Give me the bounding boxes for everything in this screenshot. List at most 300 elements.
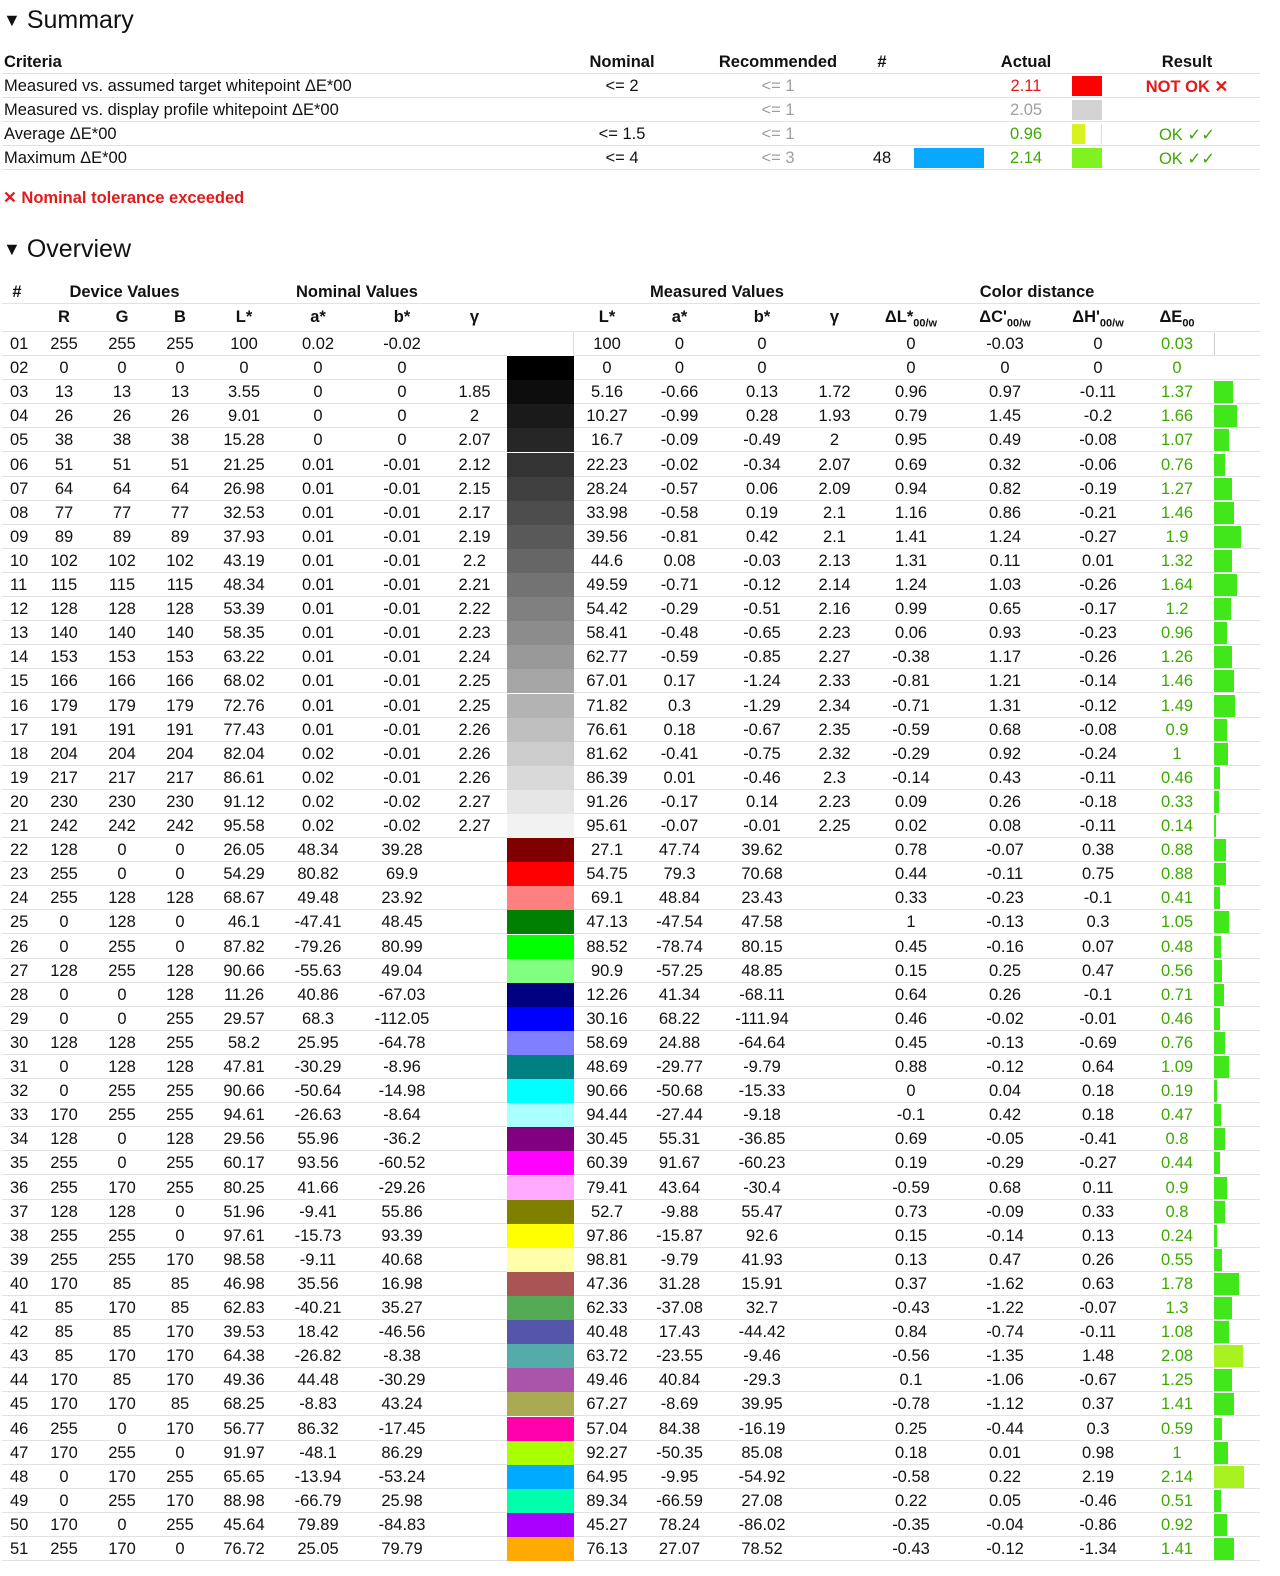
delta-c-cell: 0.43	[988, 768, 1022, 787]
delta-l-cell: 0	[906, 335, 916, 353]
b-cell: 255	[166, 1106, 194, 1125]
delta-e-cell: 0.14	[1160, 817, 1194, 835]
nominal-a-cell: -47.41	[294, 913, 342, 932]
status-swatch	[1072, 100, 1102, 120]
measured-gamma-cell: 2.32	[818, 744, 851, 763]
measured-b-cell: -0.46	[743, 768, 781, 787]
nominal-l-cell: 98.58	[223, 1250, 265, 1269]
delta-h-cell: 0.47	[1081, 961, 1115, 980]
r-cell: 0	[59, 985, 69, 1004]
measured-b-cell: -16.19	[738, 1419, 786, 1438]
b-cell: 170	[166, 1347, 194, 1366]
delta-e-cell: 0.71	[1160, 985, 1194, 1004]
measured-a-cell: 17.43	[658, 1323, 701, 1342]
nominal-gamma-cell: 2.2	[463, 551, 486, 570]
color-swatch	[507, 1441, 574, 1465]
delta-l-cell: 0.69	[894, 1130, 928, 1149]
delta-c-cell: -1.06	[986, 1371, 1024, 1390]
r-cell: 204	[50, 744, 78, 763]
color-swatch	[507, 814, 574, 838]
nominal-a-cell: 86.32	[297, 1419, 339, 1438]
color-swatch	[507, 1296, 574, 1320]
r-cell: 115	[50, 576, 78, 594]
g-cell: 128	[108, 1058, 136, 1076]
nominal-b-cell: 0	[397, 359, 407, 378]
patch-number-cell: 21	[10, 817, 29, 835]
measured-a-cell: -0.71	[660, 576, 699, 594]
nominal-gamma-cell: 2.15	[458, 479, 491, 498]
overview-row	[2, 356, 1260, 380]
overview-row	[2, 1031, 1260, 1055]
delta-l-cell: 0.33	[894, 889, 928, 908]
delta-c-cell: -0.07	[986, 841, 1024, 860]
delta-e-cell: 1.27	[1160, 479, 1194, 498]
measured-gamma-cell: 2.33	[818, 672, 851, 691]
delta-e-bar	[1214, 984, 1224, 1006]
measured-b-cell: 80.15	[741, 937, 783, 956]
overview-row	[2, 910, 1260, 934]
delta-h-cell: 0.37	[1081, 1395, 1115, 1414]
patch-number-cell: 08	[10, 503, 29, 522]
nominal-b-cell: -60.52	[378, 1154, 426, 1173]
patch-number-cell: 50	[10, 1515, 29, 1534]
nominal-a-cell: 0.02	[301, 768, 335, 787]
patch-number-cell: 27	[10, 961, 29, 980]
actual-cell: 2.11	[1010, 77, 1042, 95]
gamma-header: γ	[469, 308, 480, 326]
g-cell: 0	[117, 865, 127, 884]
b-cell: 166	[166, 672, 194, 691]
r-cell: 0	[59, 913, 69, 932]
patch-number-cell: 09	[10, 527, 29, 546]
worst-patch-swatch	[914, 148, 984, 168]
delta-l-cell: 0.15	[894, 961, 928, 980]
color-swatch	[507, 1151, 574, 1175]
patch-number-cell: 10	[10, 551, 29, 570]
measured-l-cell: 98.81	[586, 1250, 628, 1269]
delta-h-cell: -0.86	[1079, 1515, 1117, 1534]
nominal-b-cell: 0	[397, 431, 407, 450]
delta-c-cell: 0.97	[988, 383, 1022, 402]
r-cell: 170	[50, 1371, 78, 1390]
measured-b-cell: 0.06	[745, 479, 779, 498]
status-swatch	[1072, 148, 1102, 168]
delta-e-bar	[1214, 381, 1233, 403]
overview-row	[2, 1320, 1260, 1344]
measured-gamma-cell: 2.23	[818, 792, 851, 811]
delta-c-cell: 0.68	[988, 1178, 1022, 1197]
delta-c-cell: 1.31	[988, 696, 1022, 715]
delta-e-bar	[1214, 1008, 1220, 1030]
status-swatch	[1072, 124, 1102, 144]
g-cell: 0	[117, 1515, 127, 1534]
g-cell: 128	[108, 889, 136, 908]
r-header: R	[58, 308, 70, 326]
measured-a-cell: -23.55	[656, 1347, 703, 1366]
overview-column-header-row	[2, 305, 1260, 332]
color-swatch	[507, 1417, 574, 1441]
nominal-gamma-cell: 2.17	[458, 503, 491, 522]
nominal-a-cell: -48.1	[299, 1443, 337, 1462]
measured-a-cell: -0.07	[660, 817, 699, 835]
delta-l-cell: 0	[906, 1082, 916, 1101]
delta-h-cell: -0.27	[1079, 527, 1117, 546]
b-cell: 217	[166, 768, 194, 787]
g-cell: 242	[108, 817, 136, 835]
measured-a-header: a*	[671, 308, 688, 326]
patch-number-cell: 48	[10, 1467, 29, 1486]
delta-c-cell: 1.45	[988, 407, 1022, 426]
nominal-b-cell: -0.02	[383, 335, 421, 353]
nominal-b-cell: 86.29	[381, 1443, 423, 1462]
nominal-b-cell: -84.83	[378, 1515, 426, 1534]
nominal-gamma-cell: 2.26	[458, 744, 491, 763]
delta-l-cell: -0.81	[892, 672, 930, 691]
measured-gamma-cell: 2.09	[818, 479, 851, 498]
patch-number-cell: 48	[872, 149, 892, 167]
delta-h-cell: -0.06	[1079, 455, 1117, 474]
delta-c-cell: -0.16	[986, 937, 1024, 956]
overview-row	[2, 1489, 1260, 1513]
color-swatch	[507, 597, 574, 621]
delta-h-cell: -1.34	[1079, 1540, 1117, 1558]
b-cell: 255	[166, 1154, 194, 1173]
delta-h-cell: 0.63	[1081, 1274, 1115, 1293]
nominal-b-cell: -0.01	[383, 696, 421, 715]
delta-l-cell: 0.99	[894, 600, 928, 619]
nominal-b-cell: -8.38	[383, 1347, 421, 1366]
delta-l-cell: 0.45	[894, 937, 928, 956]
delta-e-cell: 0.96	[1160, 624, 1194, 643]
delta-c-cell: 0.49	[988, 431, 1022, 450]
nominal-l-cell: 68.02	[223, 672, 265, 691]
delta-e-bar	[1214, 598, 1231, 620]
r-cell: 255	[50, 865, 78, 884]
delta-e-bar	[1214, 863, 1226, 885]
delta-l-cell: 0.78	[894, 841, 928, 860]
tolerance-warning: ✕ Nominal tolerance exceeded	[3, 189, 245, 207]
measured-a-cell: -0.17	[660, 792, 699, 811]
measured-l-cell: 71.82	[586, 696, 628, 715]
delta-c-cell: -0.13	[986, 1033, 1024, 1052]
delta-e-cell: 0.47	[1160, 1106, 1194, 1125]
nominal-a-cell: 0.01	[301, 503, 335, 522]
nominal-b-cell: 55.86	[381, 1202, 423, 1221]
measured-b-cell: 70.68	[741, 865, 783, 884]
measured-b-cell: -64.64	[738, 1033, 786, 1052]
delta-e-cell: 1	[1172, 1443, 1182, 1462]
delta-h-cell: 2.19	[1081, 1467, 1115, 1486]
overview-row	[2, 1176, 1260, 1200]
color-swatch	[507, 718, 574, 742]
color-swatch	[507, 1200, 574, 1224]
delta-c-cell: -0.13	[986, 913, 1024, 932]
delta-c-header: $\Delta C'_{00/w}$	[979, 308, 1031, 330]
measured-a-cell: -9.95	[660, 1467, 699, 1486]
delta-e-bar	[1214, 936, 1221, 958]
color-swatch	[507, 332, 574, 356]
overview-row	[2, 1248, 1260, 1272]
nominal-a-cell: -26.82	[294, 1347, 342, 1366]
delta-l-cell: -0.38	[892, 648, 930, 667]
patch-number-cell: 23	[10, 865, 29, 884]
b-cell: 230	[166, 792, 194, 811]
nominal-l-cell: 87.82	[223, 937, 265, 956]
color-swatch	[507, 501, 574, 525]
measured-b-cell: -44.42	[738, 1323, 786, 1342]
delta-e-bar	[1214, 405, 1237, 427]
overview-row	[2, 838, 1260, 862]
nominal-a-cell: -30.29	[294, 1058, 342, 1076]
delta-h-cell: 0.13	[1081, 1226, 1115, 1245]
g-cell: 204	[108, 744, 136, 763]
summary-header-row	[2, 50, 1260, 74]
delta-e-bar	[1214, 454, 1225, 476]
delta-e-bar	[1214, 743, 1228, 765]
overview-row	[2, 621, 1260, 645]
b-cell: 255	[166, 335, 194, 353]
actual-cell: 2.05	[1009, 101, 1043, 119]
patch-number-cell: 32	[10, 1082, 29, 1101]
measured-l-cell: 57.04	[586, 1419, 628, 1438]
r-cell: 170	[50, 1515, 78, 1534]
nominal-b-cell: -0.01	[383, 720, 421, 739]
r-cell: 191	[50, 720, 78, 739]
delta-h-cell: -0.69	[1079, 1033, 1117, 1052]
measured-gamma-cell: 2.07	[818, 455, 851, 474]
b-cell: 0	[175, 1443, 185, 1462]
measured-a-cell: 68.22	[658, 1009, 701, 1028]
b-cell: 85	[170, 1395, 190, 1414]
delta-h-cell: -0.26	[1079, 576, 1117, 594]
patch-number-cell: 44	[10, 1371, 29, 1390]
nominal-b-cell: 40.68	[381, 1250, 423, 1269]
g-cell: 255	[108, 1106, 136, 1125]
nominal-b-cell: 0	[397, 383, 407, 402]
measured-b-cell: -68.11	[739, 985, 785, 1004]
measured-l-cell: 100	[593, 335, 621, 353]
nominal-b-cell: -112.05	[374, 1009, 430, 1028]
overview-row	[2, 1344, 1260, 1368]
delta-c-cell: -1.62	[986, 1274, 1024, 1293]
delta-e-cell: 0.92	[1160, 1515, 1194, 1534]
nominal-l-cell: 26.98	[223, 479, 265, 498]
nominal-b-cell: -64.78	[378, 1033, 426, 1052]
result-cell: OK ✓✓	[1158, 126, 1216, 144]
delta-e-cell: 1.64	[1160, 576, 1194, 594]
color-swatch	[507, 1489, 574, 1513]
delta-l-cell: -0.59	[892, 720, 930, 739]
b-cell: 0	[175, 937, 185, 956]
delta-e-cell: 0.33	[1160, 792, 1194, 811]
delta-e-bar	[1214, 622, 1227, 644]
g-cell: 170	[108, 1347, 136, 1366]
b-cell: 0	[175, 1202, 185, 1221]
patch-number-cell: 30	[10, 1033, 29, 1052]
overview-row	[2, 742, 1260, 766]
measured-l-cell: 30.45	[586, 1130, 628, 1149]
overview-row	[2, 501, 1260, 525]
delta-e-bar	[1214, 1128, 1225, 1150]
r-cell: 255	[50, 1540, 78, 1558]
b-cell: 170	[166, 1371, 194, 1390]
delta-e-bar	[1214, 695, 1235, 717]
measured-a-cell: 55.31	[658, 1130, 701, 1149]
recommended-header: Recommended	[718, 53, 838, 71]
delta-l-cell: -0.58	[892, 1467, 930, 1486]
overview-row	[2, 1007, 1260, 1031]
nominal-a-cell: 0.01	[301, 479, 335, 498]
delta-e-bar	[1214, 1393, 1234, 1415]
delta-e-cell: 0.59	[1160, 1419, 1194, 1438]
collapse-triangle-icon[interactable]: ▼	[3, 10, 21, 30]
measured-a-cell: -0.57	[660, 479, 699, 498]
g-cell: 51	[112, 455, 132, 474]
overview-heading[interactable]: ▼ Overview	[3, 235, 132, 263]
nominal-a-cell: 68.3	[301, 1009, 335, 1028]
delta-e-cell: 0.46	[1160, 768, 1194, 787]
delta-l-cell: 0.84	[894, 1323, 928, 1342]
delta-l-cell: 0.37	[894, 1274, 928, 1293]
nominal-l-cell: 39.53	[223, 1323, 265, 1342]
measured-b-cell: -0.67	[743, 720, 781, 739]
g-cell: 89	[112, 527, 132, 546]
delta-l-cell: -0.14	[892, 768, 930, 787]
nominal-l-cell: 56.77	[223, 1419, 265, 1438]
color-swatch	[507, 1031, 574, 1055]
nominal-b-cell: -17.45	[378, 1419, 426, 1438]
color-swatch	[507, 1055, 574, 1079]
patch-number-cell: 45	[10, 1395, 29, 1414]
measured-b-cell: 85.08	[741, 1443, 783, 1462]
delta-e-bar	[1214, 550, 1232, 572]
g-cell: 128	[108, 913, 136, 932]
g-cell: 128	[108, 1033, 136, 1052]
b-cell: 77	[170, 503, 190, 522]
patch-number-cell: 49	[10, 1491, 29, 1510]
summary-heading[interactable]: ▼ Summary	[3, 6, 134, 34]
overview-row	[2, 1441, 1260, 1465]
delta-l-cell: 0.13	[894, 1250, 928, 1269]
measured-gamma-cell: 2.25	[818, 817, 851, 835]
delta-e-cell: 0.24	[1160, 1226, 1194, 1245]
overview-row	[2, 1296, 1260, 1320]
overview-row	[2, 669, 1260, 693]
color-swatch	[507, 1513, 574, 1537]
nominal-a-cell: -9.11	[299, 1250, 337, 1269]
measured-l-cell: 54.42	[586, 600, 628, 619]
nominal-l-cell: 49.36	[223, 1371, 265, 1390]
overview-row	[2, 1465, 1260, 1489]
result-cell: OK ✓✓	[1158, 150, 1216, 168]
g-cell: 0	[117, 1130, 127, 1149]
delta-e-cell: 0.03	[1160, 335, 1194, 353]
nominal-a-cell: 0.01	[301, 648, 335, 667]
collapse-triangle-icon[interactable]: ▼	[3, 239, 21, 259]
r-cell: 0	[59, 1491, 69, 1510]
delta-e-cell: 0.51	[1160, 1491, 1194, 1510]
color-swatch	[507, 1368, 574, 1392]
r-cell: 170	[50, 1274, 78, 1293]
r-cell: 128	[50, 841, 78, 860]
g-cell: 153	[108, 648, 136, 667]
measured-a-cell: -9.79	[660, 1250, 699, 1269]
r-cell: 255	[50, 335, 78, 353]
r-cell: 0	[59, 1082, 69, 1101]
measured-b-cell: -0.34	[743, 455, 781, 474]
delta-e-cell: 1.25	[1160, 1371, 1194, 1390]
measured-b-cell: -30.4	[743, 1178, 781, 1197]
color-swatch	[507, 1224, 574, 1248]
recommended-cell: <= 3	[761, 149, 795, 167]
color-swatch	[507, 766, 574, 790]
delta-l-cell: -0.43	[892, 1540, 930, 1558]
overview-row	[2, 1200, 1260, 1224]
delta-l-cell: 0.79	[894, 407, 928, 426]
delta-h-cell: -0.07	[1079, 1299, 1117, 1317]
nominal-b-cell: -0.01	[383, 479, 421, 498]
delta-e-bar	[1214, 1056, 1229, 1078]
overview-row	[2, 1127, 1260, 1151]
g-cell: 0	[117, 1419, 127, 1438]
nominal-b-cell: -0.01	[383, 576, 421, 594]
measured-a-cell: -57.25	[656, 961, 703, 980]
nominal-a-cell: 0.01	[301, 624, 335, 643]
measured-a-cell: -47.54	[656, 913, 703, 932]
r-cell: 0	[59, 359, 69, 378]
overview-row	[2, 1392, 1260, 1416]
measured-l-cell: 97.86	[586, 1226, 628, 1245]
delta-c-cell: 0.42	[988, 1106, 1022, 1125]
r-cell: 13	[54, 383, 74, 402]
measured-b-cell: -111.94	[735, 1009, 789, 1028]
measured-l-cell: 10.27	[586, 407, 628, 426]
measured-b-cell: 0	[757, 335, 767, 353]
measured-gamma-cell: 2.3	[823, 768, 846, 787]
nominal-b-cell: 16.98	[381, 1274, 423, 1293]
nominal-l-cell: 63.22	[223, 648, 265, 667]
nominal-l-cell: 0	[239, 359, 249, 378]
delta-c-cell: -0.11	[986, 865, 1024, 884]
b-cell: 0	[175, 841, 185, 860]
patch-number-cell: 19	[10, 768, 29, 787]
actual-header: Actual	[1000, 53, 1052, 71]
measured-a-cell: -27.44	[656, 1106, 703, 1125]
measured-gamma-cell: 2.13	[818, 551, 851, 570]
r-cell: 230	[50, 792, 78, 811]
nominal-b-cell: 79.79	[381, 1540, 423, 1558]
measured-l-cell: 5.16	[590, 383, 624, 402]
measured-gamma-cell: 2.16	[818, 600, 851, 619]
delta-e-bar	[1214, 1177, 1227, 1199]
delta-l-cell: 0.25	[894, 1419, 928, 1438]
b-cell: 85	[170, 1274, 190, 1293]
b-cell: 64	[170, 479, 190, 498]
patch-number-cell: 34	[10, 1130, 29, 1149]
measured-values-header: Measured Values	[650, 283, 784, 301]
patch-number-cell: 03	[10, 383, 29, 402]
delta-h-cell: -0.11	[1079, 383, 1117, 402]
overview-row	[2, 525, 1260, 549]
g-cell: 128	[108, 600, 136, 619]
measured-gamma-cell: 2.34	[818, 696, 851, 715]
measured-b-cell: -1.29	[743, 696, 781, 715]
g-cell: 0	[117, 985, 127, 1004]
nominal-a-cell: 18.42	[297, 1323, 339, 1342]
delta-l-cell: 0.22	[894, 1491, 928, 1510]
nominal-a-cell: -66.79	[294, 1491, 342, 1510]
b-cell: 85	[170, 1299, 190, 1317]
